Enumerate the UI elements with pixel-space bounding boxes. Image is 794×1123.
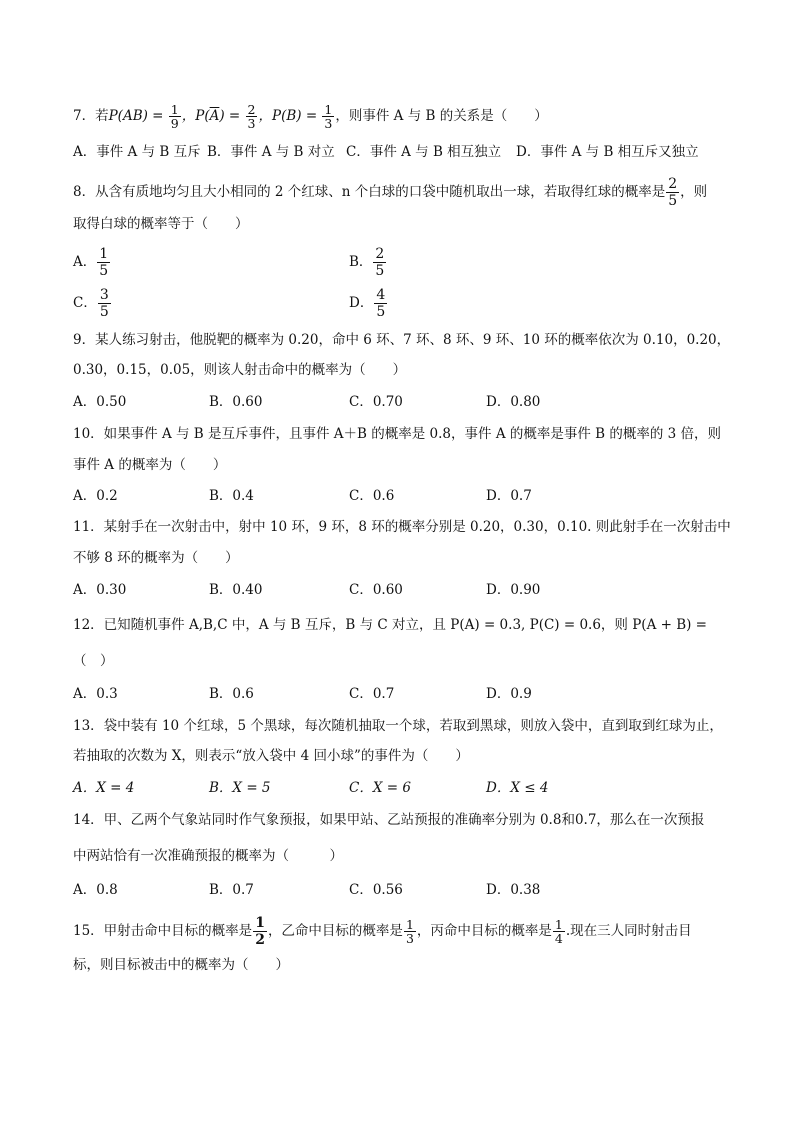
q8-c-fraction <box>98 287 111 320</box>
q8-a-label: A． <box>73 254 97 270</box>
q15-f1-den: 2 <box>255 932 265 948</box>
q7-f1-num: 1 <box>170 102 179 117</box>
q7-p-abar-post: ) = <box>219 108 245 124</box>
q7-option-d: D．事件 A 与 B 相互斥又独立 <box>516 144 699 160</box>
q15-fraction-1 <box>253 915 267 948</box>
q11-option-d: D．0.90 <box>486 582 541 598</box>
q8-c-den: 5 <box>99 304 109 320</box>
q8-option-c <box>73 287 112 320</box>
q7-f3-num: 1 <box>324 102 333 117</box>
q14-option-c: C．0.56 <box>349 882 403 898</box>
q8-line1-post: ，则 <box>680 184 708 200</box>
q8-fraction <box>666 176 679 209</box>
question-13-line-2: 若抽取的次数为 X，则表示“放入袋中 4 回小球”的事件为（ ） <box>73 748 469 764</box>
q12-option-c: C．0.7 <box>349 686 395 702</box>
q8-b-den: 5 <box>375 263 385 279</box>
question-8-line-1 <box>73 176 707 209</box>
q12-option-b: B．0.6 <box>209 686 254 702</box>
q7-fraction-3 <box>322 103 334 130</box>
q8-d-label: D． <box>349 295 374 311</box>
q13-option-c: C．X = 6 <box>349 780 411 796</box>
q8-a-num: 1 <box>99 246 109 262</box>
q15-f2-num: 1 <box>405 917 414 932</box>
q10-option-c: C．0.6 <box>349 488 395 504</box>
question-9-line-1: 9．某人练习射击，他脱靶的概率为 0.20，命中 6 环、7 环、8 环、9 环、10 环的概率依次为 0.10，0.20， <box>73 332 731 348</box>
q7-f1-den: 9 <box>170 116 179 131</box>
q11-option-b: B．0.40 <box>209 582 263 598</box>
q13-option-a: A．X = 4 <box>73 780 135 796</box>
q10-option-d: D．0.7 <box>486 488 532 504</box>
question-12-line-2: （ ） <box>73 653 114 669</box>
q14-option-d: D．0.38 <box>486 882 541 898</box>
q15-fraction-3 <box>553 918 565 945</box>
question-14-line-1: 14．甲、乙两个气象站同时作气象预报，如果甲站、乙站预报的准确率分别为 0.8和0.7，那么在一次预报 <box>73 812 705 828</box>
q15-f1-num: 1 <box>255 915 265 931</box>
q8-d-num: 4 <box>376 287 386 303</box>
q11-option-a: A．0.30 <box>73 582 127 598</box>
q8-line1-pre: 8．从含有质地均匀且大小相同的 2 个红球、n 个白球的口袋中随机取出一球，若取得红球的概率是 <box>73 184 666 200</box>
q13-option-b: B．X = 5 <box>209 780 271 796</box>
question-15-line-1 <box>73 915 692 948</box>
q15-mid2: ，丙命中目标的概率是 <box>416 923 552 939</box>
q12-option-d: D．0.9 <box>486 686 532 702</box>
q8-option-a <box>73 246 111 279</box>
q12-option-a: A．0.3 <box>73 686 118 702</box>
q7-option-a: A．事件 A 与 B 互斥 <box>73 144 201 160</box>
question-7 <box>73 103 548 130</box>
q8-b-num: 2 <box>375 246 385 262</box>
q8-option-d <box>349 287 388 320</box>
q7-p-ab: P(AB) <box>108 108 148 124</box>
q7-p-b: ，P(B) = <box>258 108 322 124</box>
q7-eq: = <box>147 108 168 124</box>
q7-fraction-1 <box>169 103 181 130</box>
q8-a-den: 5 <box>99 263 109 279</box>
question-10-line-1: 10．如果事件 A 与 B 是互斥事件，且事件 A＋B 的概率是 0.8，事件 A 的概率是事件 B 的概率的 3 倍，则 <box>73 426 722 442</box>
q7-f2-den: 3 <box>247 116 256 131</box>
q15-post: .现在三人同时射击目 <box>565 923 692 939</box>
q8-b-label: B． <box>349 254 373 270</box>
q8-c-num: 3 <box>99 287 109 303</box>
question-15-line-2: 标，则目标被击中的概率为（ ） <box>73 957 289 973</box>
q15-f3-den: 4 <box>554 931 563 946</box>
q7-fraction-2 <box>246 103 258 130</box>
question-9-line-2: 0.30，0.15，0.05，则该人射击命中的概率为（ ） <box>73 362 407 378</box>
q9-option-b: B．0.60 <box>209 394 263 410</box>
question-13-line-1: 13．袋中装有 10 个红球，5 个黑球，每次随机抽取一个球，若取到黑球，则放入袋中，直到取到红球为止， <box>73 718 723 734</box>
q9-option-d: D．0.80 <box>486 394 541 410</box>
q8-f-den: 5 <box>668 193 678 209</box>
q15-fraction-2 <box>404 918 416 945</box>
q13-option-d: D．X ≤ 4 <box>486 780 549 796</box>
question-14-line-2: 中两站恰有一次准确预报的概率为（ ） <box>73 848 343 864</box>
q7-f3-den: 3 <box>324 116 333 131</box>
q7-number: 7．若 <box>73 108 109 124</box>
question-8-line-2: 取得白球的概率等于（ ） <box>73 216 249 232</box>
question-11-line-1: 11．某射手在一次射击中，射中 10 环，9 环，8 环的概率分别是 0.20，0.30，0.10. 则此射手在一次射击中 <box>73 519 731 535</box>
q15-f2-den: 3 <box>405 931 414 946</box>
q8-a-fraction <box>97 246 110 279</box>
q8-d-den: 5 <box>376 304 386 320</box>
q10-option-b: B．0.4 <box>209 488 254 504</box>
q9-option-a: A．0.50 <box>73 394 127 410</box>
q8-d-fraction <box>374 287 387 320</box>
question-12-line-1: 12．已知随机事件 A,B,C 中，A 与 B 互斥，B 与 C 对立，且 P(A) = 0.3, P(C) = 0.6，则 P(A + B) = <box>73 617 707 633</box>
q8-f-num: 2 <box>668 176 678 192</box>
q8-c-label: C． <box>73 295 97 311</box>
q7-p-abar-pre: ，P( <box>181 108 210 124</box>
q9-option-c: C．0.70 <box>349 394 403 410</box>
q7-option-c: C．事件 A 与 B 相互独立 <box>346 144 502 160</box>
q8-option-b <box>349 246 387 279</box>
q10-option-a: A．0.2 <box>73 488 118 504</box>
q7-f2-num: 2 <box>247 102 256 117</box>
q11-option-c: C．0.60 <box>349 582 403 598</box>
question-11-line-2: 不够 8 环的概率为（ ） <box>73 550 239 566</box>
q7-tail: ，则事件 A 与 B 的关系是（ ） <box>335 108 548 124</box>
q15-mid1: ，乙命中目标的概率是 <box>267 923 403 939</box>
q14-option-a: A．0.8 <box>73 882 118 898</box>
q8-b-fraction <box>373 246 386 279</box>
question-10-line-2: 事件 A 的概率为（ ） <box>73 457 227 473</box>
q7-option-b: B．事件 A 与 B 对立 <box>207 144 335 160</box>
q15-f3-num: 1 <box>554 917 563 932</box>
q7-abar: $\overline{A}$ <box>209 108 220 124</box>
q15-pre: 15．甲射击命中目标的概率是 <box>73 923 253 939</box>
q14-option-b: B．0.7 <box>209 882 254 898</box>
